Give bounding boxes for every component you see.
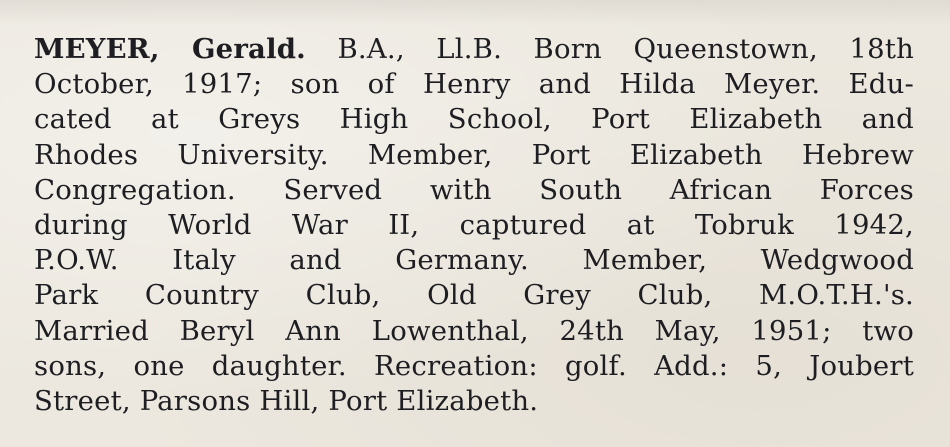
entry-line-7: P.O.W. Italy and Germany. Member, Wedgwood (34, 244, 914, 277)
entry-line-2: October, 1917; son of Henry and Hilda Meyer. Edu- (34, 68, 914, 101)
entry-line-8: Park Country Club, Old Grey Club, M.O.T.H.'s. (34, 279, 914, 312)
entry-line-11: Street, Parsons Hill, Port Elizabeth. (34, 384, 539, 417)
entry-line-9: Married Beryl Ann Lowenthal, 24th May, 1951; two (34, 314, 914, 347)
entry-line-4: Rhodes University. Member, Port Elizabeth Hebrew (34, 138, 914, 171)
entry-name: MEYER, Gerald. (34, 33, 306, 65)
entry-surname: MEYER (34, 33, 150, 65)
entry-given-name: Gerald. (191, 33, 306, 65)
biography-entry (34, 32, 914, 419)
entry-line-10: sons, one daughter. Recreation: golf. Add.: 5, Joubert (34, 349, 914, 382)
entry-line-text: B.A., Ll.B. Born Queenstown, 18th (337, 33, 914, 65)
entry-line-1 (34, 32, 914, 67)
entry-line-6: during World War II, captured at Tobruk 1942, (34, 208, 914, 241)
page-edge-shadow (0, 0, 950, 26)
entry-line-3: cated at Greys High School, Port Elizabeth and (34, 103, 914, 136)
entry-line-5: Congregation. Served with South African Forces (34, 173, 914, 206)
